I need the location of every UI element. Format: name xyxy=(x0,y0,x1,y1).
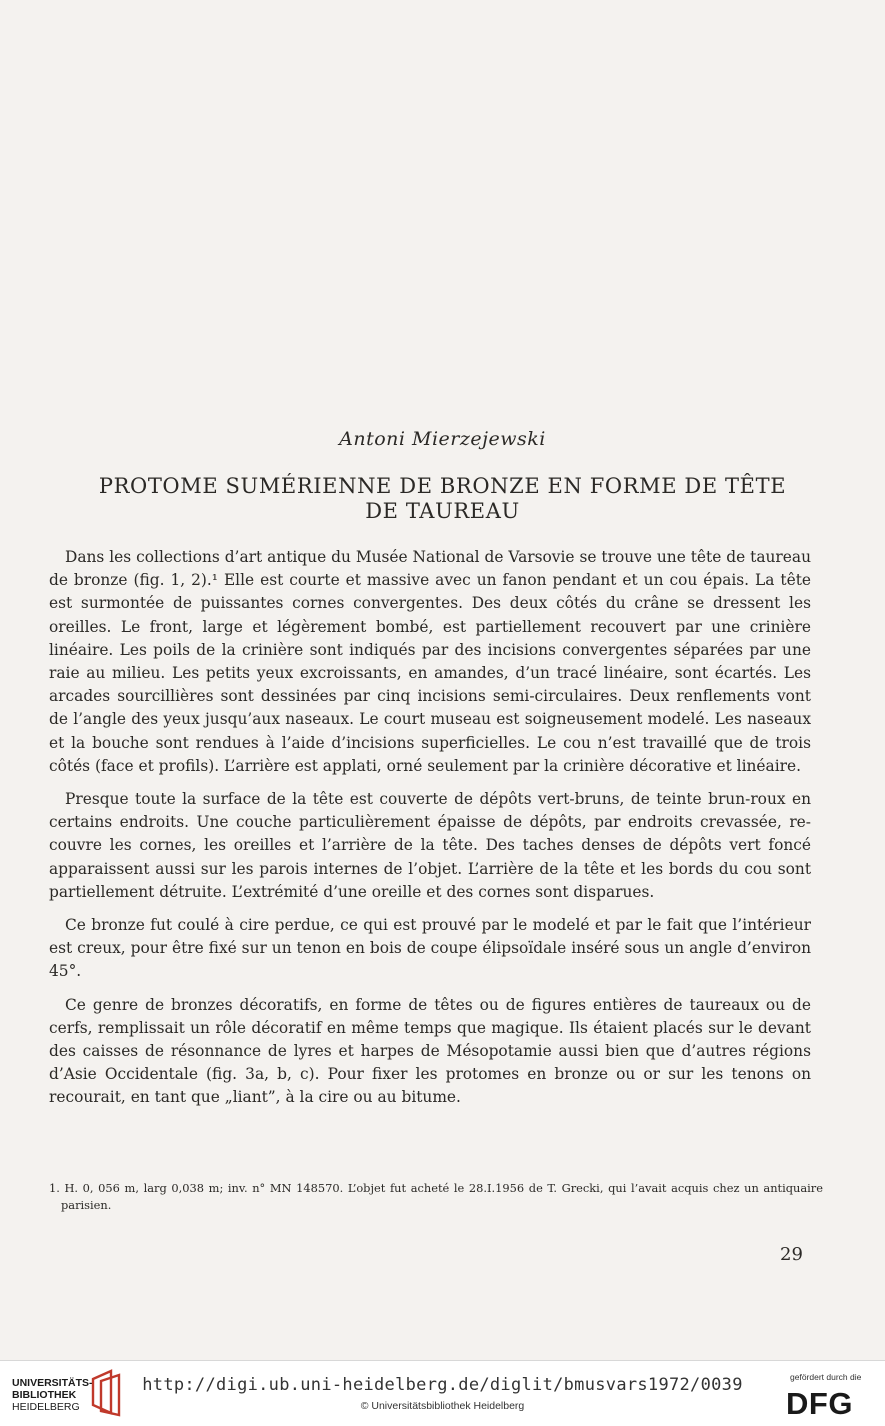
funder-note: gefördert durch die xyxy=(790,1372,862,1382)
page-number: 29 xyxy=(780,1244,803,1265)
article-body xyxy=(49,546,811,1120)
paragraph: Ce genre de bronzes décoratifs, en forme de têtes ou de figures entières de taureaux ou de cerfs, remplissait un rôle décoratif en même temps que magique. Ils étaient placés sur le devant des caisses de résonnance de lyres et harpes de Mésopotamie aussi bien que d’autres régions d’Asie Occidentale (fig. 3a, b, c). Pour fixer les protomes en bronze ou or sur les tenons on recourait, en tant que „liant”, à la cire ou au bitume. xyxy=(49,995,811,1107)
article-title xyxy=(60,474,825,524)
title-line-2: DE TAUREAU xyxy=(365,499,520,523)
permalink-url[interactable]: http://digi.ub.uni-heidelberg.de/diglit/bmusvars1972/0039 xyxy=(142,1375,743,1395)
dfg-logo: DFG xyxy=(786,1386,853,1421)
paragraph: Dans les collections d’art antique du Musée National de Varsovie se trouve une tête de taureau de bronze (fig. 1, 2).¹ Elle est courte et massive avec un fanon pendant et un cou épais. La tête est surmontée de puissantes cornes convergentes. Des deux côtés du crâne se dressent les oreilles. Le front, large et légèrement bombé, est partiellement recouvert par une crinière linéaire. Les poils de la crinière sont indiqués par des incisions convergentes séparées par une raie au milieu. Les petits yeux excroissants, en amandes, d’un tracé linéaire, sont écartés. Les arcades sourcillières sont dessinées par cinq incisions semi-circulaires. Deux renflements vont de l’angle des yeux jusqu’aux naseaux. Le court museau est soigneusement modelé. Les naseaux et la bouche sont rendues à l’aide d’incisions superficielles. Le cou n’est travaillé que de trois côtés (face et profils). L’arrière est applati, orné seulement par la crinière décorative et linéaire. xyxy=(49,548,811,775)
author-name: Antoni Mierzejewski xyxy=(339,428,546,450)
copyright-text: © Universitätsbibliothek Heidelberg xyxy=(360,1400,525,1412)
library-line-1: UNIVERSITÄTS- xyxy=(12,1377,93,1389)
library-line-3: HEIDELBERG xyxy=(12,1401,80,1413)
paragraph: Ce bronze fut coulé à cire perdue, ce qui est prouvé par le modelé et par le fait que l’intérieur est creux, pour être fixé sur un tenon en bois de coupe élipsoïdale inséré sous un angle d’environ 45°. xyxy=(49,916,811,981)
paragraph: Presque toute la surface de la tête est couverte de dépôts vert-bruns, de teinte brun-roux en certains endroits. Une couche particulièrement épaisse de dépôts, par endroits crevassée, recouvre les cornes, les oreilles et l’arrière de la tête. Des taches denses de dépôts vert foncé apparaissent aussi sur les parois internes de l’objet. L’arrière de la tête et les bords du cou sont partiellement détruite. L’extrémité d’une oreille et des cornes sont disparues. xyxy=(49,790,811,901)
title-line-1: PROTOME SUMÉRIENNE DE BRONZE EN FORME DE TÊTE xyxy=(98,474,787,498)
library-line-2: BIBLIOTHEK xyxy=(12,1389,77,1401)
footnote: 1. H. 0, 056 m, larg 0,038 m; inv. n° MN 148570. L’objet fut acheté le 28.I.1956 de T. Grecki, qui l’avait acquis chez un antiquaire parisien. xyxy=(49,1181,823,1212)
